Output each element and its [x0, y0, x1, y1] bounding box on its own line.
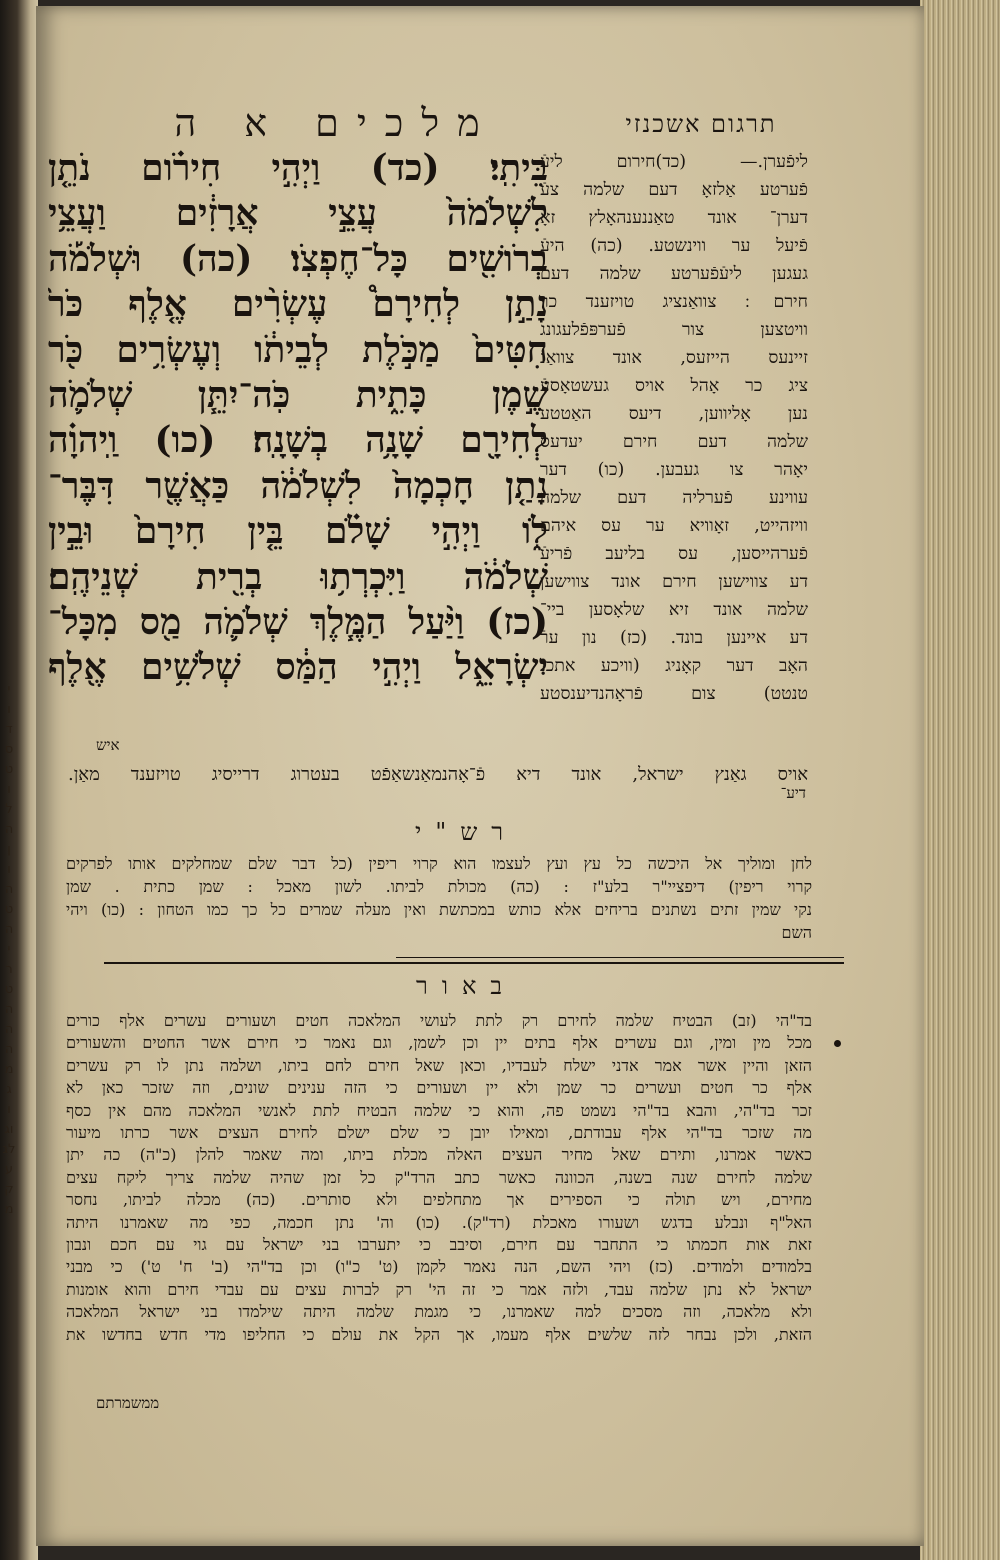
translation-catchword: דיע־: [780, 784, 806, 802]
biur-line: הזאת, ולכן נבחר לזה שלשים אלף מעמו, אך הקל את עולם כי החליפו מדי חדש בחדשו את: [66, 1324, 812, 1344]
previous-page-margin-char: ה: [4, 1042, 14, 1057]
biur-line: בד"הי (זב) הבטיח שלמה לחירם רק לתת לעושי המלאכה חטים ושעורים עשרים אלף כורים: [66, 1011, 812, 1030]
book-page: [36, 6, 924, 1546]
rashi-heading: רש"י: [414, 818, 518, 846]
translation-continuation: אויס גאַנץ ישראל, אונד דיא פֿ־אָהנמאַנשאַפֿט בעטרוג דרייסיג טויזענד מאַן.: [68, 764, 808, 785]
previous-page-margin-char: ס: [4, 742, 14, 757]
translation-line: דע צווישען חירם אונד צווישען: [540, 572, 808, 592]
previous-page-margin-char: ה: [4, 822, 14, 837]
biblical-line: לִשְׁלֹמֹה֙ עֲצֵ֣י אֲרָזִ֔ים וַעֲצֵ֥י: [48, 192, 548, 235]
previous-page-margin-char: וג: [4, 1122, 14, 1137]
biur-line: מה שזכר בד"הי אלף עבודתם, ומאילו יובן כי שלם ישלם לחירם העצים אשר כרתו מיעור: [66, 1123, 812, 1143]
previous-page-margin-char: ד: [5, 722, 13, 737]
rashi-line: לחן ומוליך אל היכשה כל עץ ועץ לעצמו הוא קרוי ריפין (כל דבר שלם שמחלקים אותו לפרקים: [66, 854, 812, 873]
biur-catchword: ממשמרתם: [96, 1394, 160, 1412]
biur-commentary: [66, 1010, 812, 1346]
previous-page-margin-char: ל: [5, 802, 13, 817]
translation-line: ליפֿערן.— (כד)חירום ליעֿ: [540, 152, 808, 172]
translation-line: וויטצען צור פֿערפּפֿלעגונג: [540, 320, 808, 340]
biblical-line: נָתַ֤ן חָכְמָה֙ לִשְׁלֹמֹ֔ה כַּאֲשֶׁ֖ר דִּבֶּר־: [48, 464, 548, 507]
biblical-line: שֶׁ֣מֶן כָּתִ֑ית כֹּֽה־יִתֵּ֧ן שְׁלֹמֹ֛ה: [48, 374, 548, 417]
previous-page-margin-char: י: [7, 942, 11, 957]
previous-page-margin-char: ק: [4, 1182, 14, 1197]
biblical-line: נָתַ֣ן לְחִירָם֩ עֶשְׂרִ֨ים אֶ֤לֶף כֹּר֙: [48, 283, 548, 326]
rashi-commentary: [66, 852, 812, 944]
biur-line: כאשר אמרנו, ותירם שאל מחיר העצים האלה מכלת ביתו, ומה שאמר להלן (כ"ה) כה יתן: [66, 1145, 812, 1165]
previous-page-margin-char: ו: [7, 782, 11, 797]
translation-line: ציג כר אָהל אויס געשטאָסעֿ: [540, 376, 808, 396]
translation-title: תרגום אשכנזי: [625, 110, 777, 138]
biur-line: בלמודים ולמודים. (כז) ויהי השם, הנה נאמר לקמן (ט' כ"ו) וכן בד"הי (ב' ח' ט') כי מבני: [66, 1257, 812, 1277]
previous-page-margin-text: [2, 680, 16, 1220]
biur-line: מכל מין ומין, וגם עשרים אלף בתים יין וכן לשמן, וגם נאמר כי חירם אשר החטים והשעורים: [66, 1033, 812, 1053]
section-divider-thin: [396, 957, 844, 958]
biur-line: אלף כר חטים ועשרים כר שמן ולא יין ושעורים כי הזה ענינים שונים, וזה שזכר כאן לא: [66, 1078, 812, 1098]
translation-line: פֿערהייסען, עס בליעב פֿריעֿ: [540, 544, 808, 564]
translation-line: פֿיעל ער ווינשטע. (כה) היעֿ: [540, 236, 808, 256]
previous-page-margin-char: ו: [7, 1102, 11, 1117]
biblical-line: חִטִּים֙ מַכֹּ֣לֶת לְבֵיתֹ֔ו וְעֶשְׂרִ֥ים כֹּ֖ר: [48, 328, 548, 371]
previous-page-margin-char: ר: [5, 962, 13, 977]
previous-page-margin-char: ה: [4, 1022, 14, 1037]
biblical-line: בֵּיתִֽי׃ (כד) וַיְהִ֣י חִירֹ֗ום נֹתֵ֤ן: [48, 147, 548, 189]
page-stack-edge: [920, 0, 1000, 1560]
translation-line: געגען ליעֿפֿערטע שלמה דעם: [540, 264, 808, 284]
translation-line: שלמה אונד זיא שלאָסען ביי־: [540, 600, 808, 620]
biblical-line: בְרֹושִׁ֖ים כָּל־חֶפְצֹֽו׃ (כה) וּשְׁלֹמֹ֡ה: [48, 237, 548, 280]
biur-heading: באור: [416, 972, 516, 1000]
biblical-line: לֹ֑ו וַיְהִ֣י שָׁלֹ֗ם בֵּ֤ין חִירָם֙ וּבֵ֣ין: [48, 510, 548, 553]
biblical-text-column: [48, 146, 548, 691]
biur-line: ולא מלאכה, וזה מסכים למה שאמרנו, כי מגמת שלמה היתה שילמדו בני ישראל המלאכה: [66, 1302, 812, 1322]
previous-page-edge: [0, 0, 38, 1560]
biblical-line: (כז) וַיַּ֨עַל הַמֶּ֧לֶךְ שְׁלֹמֹ֛ה מַ֖ס מִכָּל־: [48, 601, 548, 644]
translation-line: פֿערטע אַלזאָ דעם שלמה צעֿ: [540, 180, 808, 200]
biur-line: ישראל לא נתן שלמה עבד, ולזה אמר כי זה הי' רק לברות עצים עם עבדי חירם והוא אומנות: [66, 1279, 812, 1299]
rashi-line: נקי שמין זתים נשתנים בריחים אלא כותש במכתשת ואין מעלה שמרים כל כך כמו הטחון : (כו) ויהי: [66, 900, 812, 919]
biur-line: זכר בד"הי, והבא בד"הי נשמט פה, והוא כי שלמה הבטיח לתת לאנשי המלאכה מהם אין כסף: [66, 1100, 812, 1120]
previous-page-margin-char: מ: [4, 1202, 14, 1217]
previous-page-margin-char: י: [7, 682, 11, 697]
previous-page-margin-char: ג: [6, 1082, 12, 1097]
previous-page-margin-char: ן: [7, 842, 11, 857]
biur-line: הזאן והיין אשר אמר אדני ישלח לעבדיו, וכאן שאל חירם לחם ביתו, ושלמה נתן לו רק עשרים: [66, 1055, 812, 1075]
translation-line: זיינעס הייזעס, אונד צוואַנֿ: [540, 348, 808, 368]
previous-page-margin-char: ה: [4, 922, 14, 937]
translation-line: וויזהייט, זאָוויא ער עס איהם: [540, 516, 808, 536]
translation-line: חירם ׃ צוואַנציג טויזענד כר: [540, 292, 808, 312]
biur-line: מחירם, ויש תולה כי הספירים אך מתחלפים ולא סותרים. (כה) מכלה לביתו, נחסר: [66, 1190, 812, 1210]
rashi-line: קרוי ריפין) דיפציי"ר בלע"ז : (כה) מכולת לביתו. לשון מאכל : שמן כתית . שמן: [66, 877, 812, 896]
translation-line: שלמה דעם חירם יעדעס: [540, 432, 808, 452]
previous-page-margin-char: ט: [4, 902, 14, 917]
translation-line: האָב דער קאָניג (וויכע אתכנֿ: [540, 656, 808, 676]
biblical-line: יִשְׂרָאֵ֑ל וַיְהִ֣י הַמַּ֔ס שְׁלֹשִׁ֥ים אֶ֖לֶף: [48, 646, 548, 689]
biur-line: זאת אות חכמתו כי התחבר עם חירם, וסיבב כי יתערבו בני ישראל עם גוי עם חכם ונבון: [66, 1235, 812, 1255]
translation-line: טנטט) צום פֿראָהנדיענסטע: [540, 684, 808, 704]
rashi-line: השם: [781, 923, 812, 942]
biblical-catchword: איש: [96, 736, 120, 754]
biblical-line: שְׁלֹמֹ֔ה וַיִּכְרְת֥וּ בְרִ֖ית שְׁנֵיהֶֽם׃: [48, 555, 548, 598]
previous-page-margin-char: ה: [4, 882, 14, 897]
ink-dot-mark: [834, 1040, 841, 1047]
section-divider: [104, 962, 844, 964]
previous-page-margin-char: לג: [2, 1142, 16, 1157]
biblical-line: לְחִירָ֖ם שָׁנָ֥ה בְשָׁנָֽה׃ (כו) וַֽיהוָ֗ה: [48, 419, 548, 462]
biur-line: האל"ף ונבלע בדגש ושעורו מאכלת (רד"ק). (כו) וה' נתן חכמה, כפי מה שאמרנו היתה: [66, 1212, 812, 1232]
previous-page-margin-char: ט: [4, 762, 14, 777]
previous-page-margin-char: ע: [4, 1162, 14, 1177]
previous-page-margin-char: ט: [4, 982, 14, 997]
biur-line: שלמה לחירם שנה בשנה, הכוונה כאשר כתב הרד"ק כל זמן שהיה שלמה צריך ליקח עצים: [66, 1167, 812, 1187]
previous-page-margin-char: מ: [4, 1062, 14, 1077]
previous-page-margin-char: ו: [7, 862, 11, 877]
translation-line: דערן־ אונד טאַננענהאָלץ זאָ: [540, 208, 808, 228]
translation-line: יאָהר צו געבען. (כו) דער: [540, 460, 808, 480]
previous-page-margin-char: ה: [4, 1002, 14, 1017]
book-title: מלכים א ה: [174, 101, 498, 145]
translation-column: [540, 148, 808, 708]
translation-line: עווינע פֿערליה דעם שלמה: [540, 488, 808, 508]
previous-page-margin-char: ו: [7, 702, 11, 717]
translation-line: נען אָליווען, דיעס האַטטע: [540, 404, 808, 424]
translation-line: דע איינען בונד. (כז) נון ערֿ: [540, 628, 808, 648]
